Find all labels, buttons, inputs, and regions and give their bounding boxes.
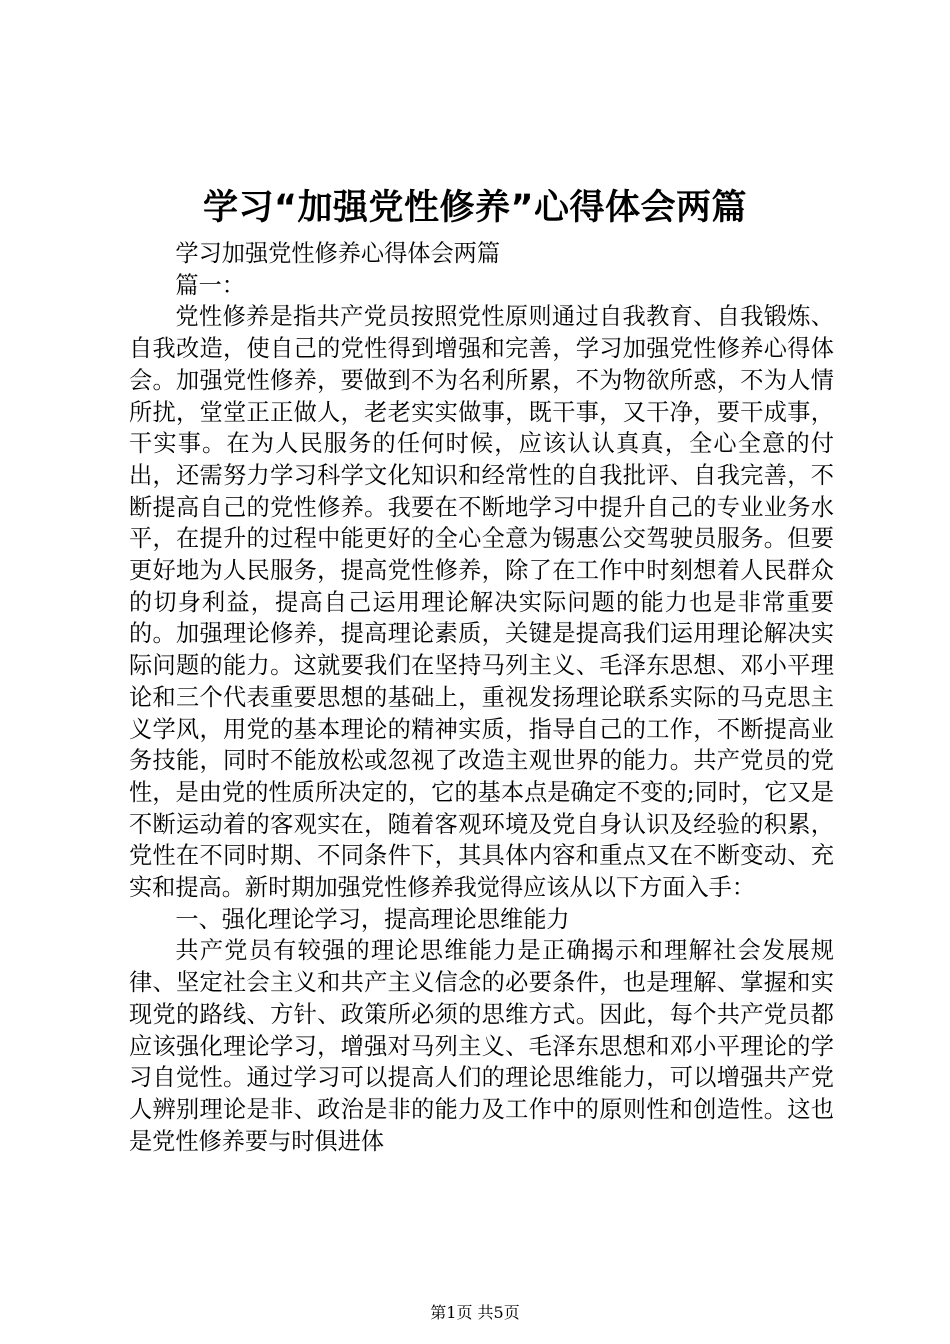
page-number-footer: 第1页 共5页 — [430, 1303, 520, 1322]
document-body — [129, 238, 834, 1157]
section-label-paragraph: 篇一： — [175, 271, 245, 299]
subtitle-paragraph: 学习加强党性修养心得体会两篇 — [175, 240, 501, 267]
body-paragraph: 党性修养是指共产党员按照党性原则通过自我教育、自我锻炼、自我改造，使自己的党性得到增强和完善，学习加强党性修养心得体会。加强党性修养，要做到不为名利所累，不为物欲所惑，不为人情所扰，堂堂正正做人，老老实实做事，既干事，又干净，要干成事，干实事。在为人民服务的任何时候，应该认认真真，全心全意的付出，还需努力学习科学文化知识和经常性的自我批评、自我完善，不断提高自己的党性修养。我要在不断地学习中提升自己的专业业务水平，在提升的过程中能更好的全心全意为锡惠公交驾驶员服务。但要更好地为人民服务，提高党性修养，除了在工作中时刻想着人民群众的切身利益，提高自己运用理论解决实际问题的能力也是非常重要的。加强理论修养，提高理论素质，关键是提高我们运用理论解决实际问题的能力。这就要我们在坚持马列主义、毛泽东思想、邓小平理论和三个代表重要思想的基础上，重视发扬理论联系实际的马克思主义学风，用党的基本理论的精神实质，指导自己的工作，不断提高业务技能，同时不能放松或忽视了改造主观世界的能力。共产党员的党性，是由党的性质所决定的，它的基本点是确定不变的;同时，它又是不断运动着的客观实在，随着客观环境及党自身认识及经验的积累，党性在不同时期、不同条件下，其具体内容和重点又在不断变动、充实和提高。新时期加强党性修养我觉得应该从以下方面入手： — [129, 303, 834, 902]
section-heading-paragraph: 一、强化理论学习，提高理论思维能力 — [175, 905, 570, 933]
document-title: 学习“加强党性修养”心得体会两篇 — [202, 188, 747, 228]
body-paragraph: 共产党员有较强的理论思维能力是正确揭示和理解社会发展规律、坚定社会主义和共产主义信念的必要条件，也是理解、掌握和实现党的路线、方针、政策所必须的思维方式。因此，每个共产党员都应该强化理论学习，增强对马列主义、毛泽东思想和邓小平理论的学习自觉性。通过学习可以提高人们的理论思维能力，可以增强共产党人辨别理论是非、政治是非的能力及工作中的原则性和创造性。这也是党性修养要与时俱进体 — [129, 937, 834, 1155]
